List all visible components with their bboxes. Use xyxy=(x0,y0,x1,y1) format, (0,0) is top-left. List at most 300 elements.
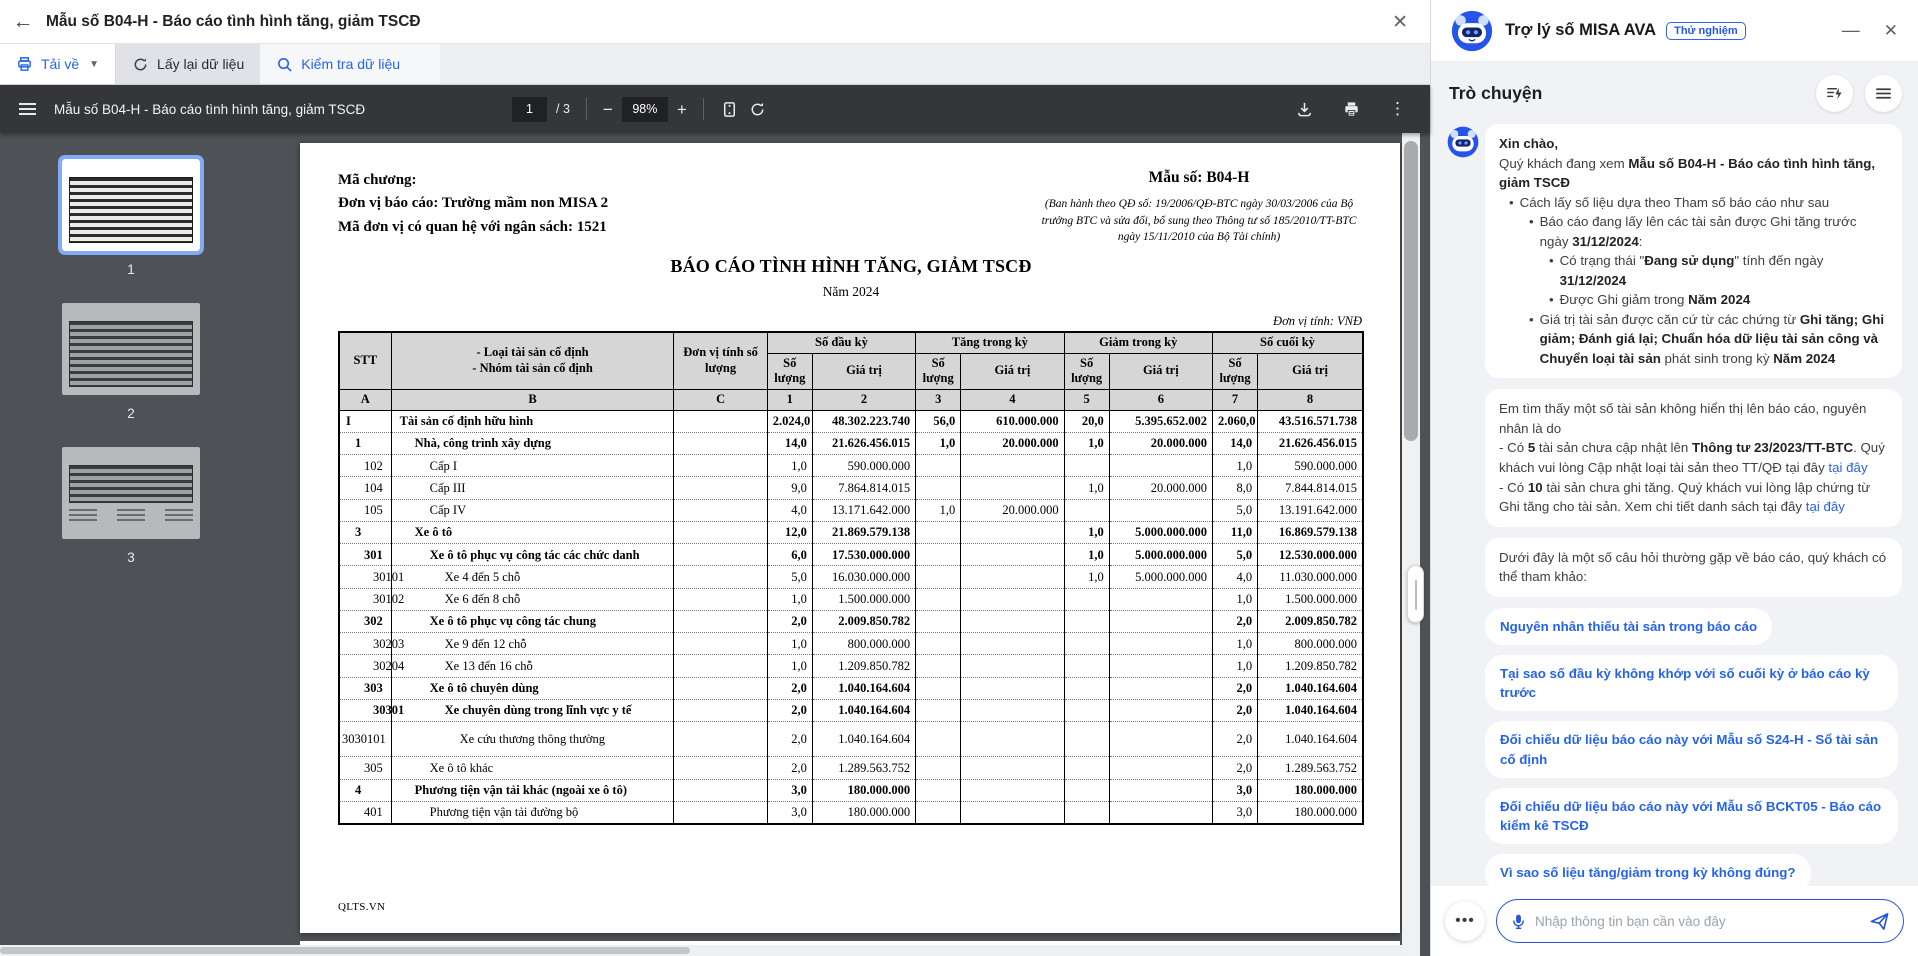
form-number: Mẫu số: B04-H xyxy=(1148,169,1250,186)
cell-unit xyxy=(674,521,767,543)
cell-value: 2.009.850.782 xyxy=(812,610,915,632)
thumbnail-rail xyxy=(0,133,262,956)
cell-unit xyxy=(674,677,767,699)
thumbnail-page-number: 3 xyxy=(127,550,135,565)
table-row xyxy=(339,588,1363,610)
table-row xyxy=(339,699,1363,721)
cell-value: 14,0 xyxy=(1212,432,1257,454)
cell-value xyxy=(916,477,961,499)
table-row xyxy=(339,499,1363,521)
download-icon[interactable] xyxy=(1295,100,1314,119)
cell-stt: 3 xyxy=(339,521,391,543)
header-quantity: Số lượng xyxy=(1064,353,1109,389)
cell-asset-name: Xe cứu thương thông thường xyxy=(391,722,674,757)
cell-value: 14,0 xyxy=(767,432,812,454)
cell-value: 56,0 xyxy=(916,410,961,432)
cell-unit xyxy=(674,757,767,779)
cell-value xyxy=(916,677,961,699)
cell-value: 1,0 xyxy=(916,499,961,521)
cell-value: 1,0 xyxy=(767,655,812,677)
cell-asset-name: Phương tiện vận tải khác (ngoài xe ô tô) xyxy=(391,779,674,801)
divider xyxy=(586,98,587,120)
cell-unit xyxy=(674,455,767,477)
cell-value xyxy=(1109,610,1212,632)
cell-value xyxy=(961,544,1064,566)
table-row xyxy=(339,432,1363,454)
cell-asset-name: Cấp I xyxy=(391,455,674,477)
cell-value xyxy=(916,544,961,566)
message-line: Em tìm thấy một số tài sản không hiển thị lên báo cáo, nguyên nhân là do xyxy=(1499,401,1867,436)
cell-value: 180.000.000 xyxy=(1258,801,1363,824)
header-value: Giá trị xyxy=(812,353,915,389)
cell-value: 1,0 xyxy=(1212,655,1257,677)
cell-value: 2.060,0 xyxy=(1212,410,1257,432)
header-group: Số đầu kỳ xyxy=(767,332,915,353)
more-options-icon[interactable]: ⋮ xyxy=(1389,99,1406,118)
divider xyxy=(703,98,704,120)
cell-value: 20.000.000 xyxy=(961,432,1064,454)
message-line: Quý khách đang xem Mẫu số B04-H - Báo cáo tình hình tăng, giảm TSCĐ xyxy=(1499,155,1876,191)
cell-value: 2,0 xyxy=(1212,677,1257,699)
chat-message xyxy=(1485,389,1902,526)
header-value: Giá trị xyxy=(961,353,1064,389)
cell-value: 20.000.000 xyxy=(1109,477,1212,499)
cell-value xyxy=(961,477,1064,499)
thumbnail-page-image xyxy=(62,303,200,395)
table-row xyxy=(339,757,1363,779)
thumbnail-signatures xyxy=(69,509,193,523)
cell-value: 2,0 xyxy=(767,757,812,779)
chat-message xyxy=(1485,538,1902,597)
cell-value xyxy=(1064,677,1109,699)
pdf-toolbar xyxy=(0,85,1430,133)
cell-value xyxy=(961,633,1064,655)
thumbnail-table xyxy=(69,465,193,503)
refresh-label: Lấy lại dữ liệu xyxy=(157,56,245,72)
cell-value: 43.516.571.738 xyxy=(1258,410,1363,432)
cell-unit xyxy=(674,699,767,721)
rotate-icon[interactable] xyxy=(748,100,767,119)
cell-unit xyxy=(674,544,767,566)
cell-value: 11,0 xyxy=(1212,521,1257,543)
cell-value: 590.000.000 xyxy=(812,455,915,477)
assistant-header xyxy=(1431,0,1918,62)
check-data-button[interactable] xyxy=(260,44,440,84)
download-button[interactable] xyxy=(0,44,116,84)
chat-message xyxy=(1447,124,1902,378)
cell-value xyxy=(916,722,961,757)
chat-section-title: Trò chuyện xyxy=(1449,83,1543,103)
cell-stt: 401 xyxy=(339,801,391,824)
cell-asset-name: Xe ô tô chuyên dùng xyxy=(391,677,674,699)
panel-resize-handle[interactable] xyxy=(1407,565,1424,623)
page-number-input[interactable]: 1 xyxy=(512,97,547,122)
cell-value: 1,0 xyxy=(1064,544,1109,566)
cell-value xyxy=(1109,779,1212,801)
cell-value xyxy=(961,610,1064,632)
pdf-viewer-area xyxy=(0,133,1430,956)
window-titlebar xyxy=(0,0,1430,44)
zoom-in-button[interactable]: + xyxy=(676,99,687,119)
ma-don-vi: Mã đơn vị có quan hệ với ngân sách: 1521 xyxy=(338,218,607,235)
suggested-question-chip[interactable]: Nguyên nhân thiếu tài sản trong báo cáo xyxy=(1485,608,1772,645)
cell-value: 21.869.579.138 xyxy=(812,521,915,543)
table-row xyxy=(339,655,1363,677)
cell-value xyxy=(961,455,1064,477)
thumbnail-preview xyxy=(69,309,193,389)
suggested-question-chip[interactable]: Đối chiếu dữ liệu báo cáo này với Mẫu số BCKT05 - Báo cáo kiểm kê TSCĐ xyxy=(1485,788,1898,845)
cell-value: 4,0 xyxy=(767,499,812,521)
cell-stt: 3030101 xyxy=(339,722,391,757)
table-row xyxy=(339,633,1363,655)
header-letter: 8 xyxy=(1258,389,1363,410)
cell-unit xyxy=(674,610,767,632)
table-row xyxy=(339,779,1363,801)
cell-stt: 105 xyxy=(339,499,391,521)
chat-menu-icon[interactable] xyxy=(1865,75,1902,112)
assistant-panel xyxy=(1430,0,1918,956)
cell-stt: 30101 xyxy=(339,566,391,588)
cell-asset-name: Xe 9 đến 12 chỗ xyxy=(391,633,674,655)
cell-value xyxy=(916,588,961,610)
cell-value: 1.209.850.782 xyxy=(812,655,915,677)
window-close-icon[interactable]: ✕ xyxy=(1392,12,1408,33)
back-arrow-icon[interactable]: ← xyxy=(12,9,34,33)
header-group: Tăng trong kỳ xyxy=(916,332,1064,353)
cell-value: 3,0 xyxy=(1212,801,1257,824)
header-letter: A xyxy=(339,389,391,410)
refresh-data-button[interactable] xyxy=(116,44,260,84)
cell-value: 1,0 xyxy=(767,455,812,477)
thumbnail-table xyxy=(69,321,193,387)
cell-value: 1,0 xyxy=(767,633,812,655)
beta-badge: Thử nghiệm xyxy=(1666,22,1746,40)
cell-value: 20.000.000 xyxy=(1109,432,1212,454)
cell-stt: 303 xyxy=(339,677,391,699)
header-asset-type: - Loại tài sản cố định - Nhóm tài sản cố định xyxy=(391,332,674,389)
more-actions-button[interactable]: ••• xyxy=(1445,901,1485,941)
cell-unit xyxy=(674,801,767,824)
inline-link[interactable]: tại đây xyxy=(1805,499,1845,515)
vertical-scrollbar[interactable] xyxy=(1402,133,1420,956)
cell-value: 5.000.000.000 xyxy=(1109,566,1212,588)
check-label: Kiểm tra dữ liệu xyxy=(301,56,401,72)
cell-value: 610.000.000 xyxy=(961,410,1064,432)
header-letter: 2 xyxy=(812,389,915,410)
cell-stt: 30102 xyxy=(339,588,391,610)
cell-value: 1.040.164.604 xyxy=(812,699,915,721)
header-group: Số cuối kỳ xyxy=(1212,332,1363,353)
cell-value: 17.530.000.000 xyxy=(812,544,915,566)
thumbnail-preview xyxy=(69,165,193,245)
cell-value: 180.000.000 xyxy=(812,801,915,824)
cell-value: 1,0 xyxy=(1212,633,1257,655)
header-letter: 5 xyxy=(1064,389,1109,410)
cell-value xyxy=(1064,779,1109,801)
cell-value: 1,0 xyxy=(1212,588,1257,610)
table-row xyxy=(339,455,1363,477)
horizontal-scrollbar[interactable] xyxy=(0,945,1402,956)
cell-value xyxy=(916,455,961,477)
cell-value: 1.040.164.604 xyxy=(812,722,915,757)
cell-unit xyxy=(674,477,767,499)
cell-value: 2,0 xyxy=(1212,722,1257,757)
cell-value: 1,0 xyxy=(1064,477,1109,499)
document-page xyxy=(300,143,1400,933)
search-icon xyxy=(276,56,293,73)
refresh-icon xyxy=(132,56,149,73)
cell-stt: 30204 xyxy=(339,655,391,677)
cell-value: 1,0 xyxy=(1064,566,1109,588)
cell-asset-name: Xe 6 đến 8 chỗ xyxy=(391,588,674,610)
don-vi-bao-cao: Đơn vị báo cáo: Trường mầm non MISA 2 xyxy=(338,195,609,212)
cell-unit xyxy=(674,633,767,655)
table-row xyxy=(339,477,1363,499)
cell-value: 1,0 xyxy=(1212,455,1257,477)
menu-icon[interactable] xyxy=(0,103,54,115)
download-label: Tải về xyxy=(41,56,80,72)
cell-value xyxy=(916,633,961,655)
pdf-action-icons xyxy=(1295,85,1406,133)
send-icon[interactable] xyxy=(1869,911,1890,932)
cell-stt: I xyxy=(339,410,391,432)
cell-unit xyxy=(674,655,767,677)
cell-value: 21.626.456.015 xyxy=(1258,432,1363,454)
message-line: • Cách lấy số liệu dựa theo Tham số báo cáo như sau xyxy=(1509,194,1830,210)
inline-link[interactable]: tại đây xyxy=(1828,459,1868,475)
cell-value: 1.040.164.604 xyxy=(1258,677,1363,699)
page-thumbnail[interactable] xyxy=(0,159,262,277)
table-row xyxy=(339,544,1363,566)
thumbnail-page-number: 1 xyxy=(127,262,135,277)
cell-value: 800.000.000 xyxy=(1258,633,1363,655)
table-row xyxy=(339,677,1363,699)
cell-value xyxy=(1064,757,1109,779)
cell-asset-name: Xe ô tô khác xyxy=(391,757,674,779)
chevron-down-icon[interactable]: ▼ xyxy=(89,58,100,70)
header-quantity: Số lượng xyxy=(1212,353,1257,389)
message-line: • Giá trị tài sản được căn cứ từ các chứng từ Ghi tăng; Ghi giảm; Đánh giá lại; Chuẩn hóa dữ liệu tài sản công và Chuyển loại tài sản phát sinh trong kỳ Năm 2024 xyxy=(1529,311,1885,366)
cell-value xyxy=(916,757,961,779)
thumbnail-page-image xyxy=(62,159,200,251)
window-title: Mẫu số B04-H - Báo cáo tình hình tăng, giảm TSCĐ xyxy=(46,12,421,30)
cell-value xyxy=(916,566,961,588)
cell-value: 2.024,0 xyxy=(767,410,812,432)
cell-value: 5,0 xyxy=(767,566,812,588)
header-stt: STT xyxy=(339,332,391,389)
header-unit: Đơn vị tính số lượng xyxy=(674,332,767,389)
cell-value: 2,0 xyxy=(1212,610,1257,632)
cell-value: 1,0 xyxy=(916,432,961,454)
cell-value: 2.009.850.782 xyxy=(1258,610,1363,632)
cell-value xyxy=(1109,757,1212,779)
cell-value: 1.289.563.752 xyxy=(1258,757,1363,779)
header-letter: 7 xyxy=(1212,389,1257,410)
cell-stt: 302 xyxy=(339,610,391,632)
table-row xyxy=(339,410,1363,432)
cell-value: 1.289.563.752 xyxy=(812,757,915,779)
cell-value xyxy=(1064,722,1109,757)
cell-value: 20.000.000 xyxy=(961,499,1064,521)
cell-value: 2,0 xyxy=(767,722,812,757)
asset-report-table xyxy=(338,331,1364,825)
page-thumbnail[interactable] xyxy=(0,303,262,421)
signature-block xyxy=(165,509,193,523)
message-input-pill xyxy=(1496,899,1904,943)
ma-chuong: Mã chương: xyxy=(338,172,417,188)
cell-value: 1.040.164.604 xyxy=(1258,722,1363,757)
cell-value xyxy=(961,757,1064,779)
thumbnail-page-image xyxy=(62,447,200,539)
header-letter: 3 xyxy=(916,389,961,410)
chat-message-list xyxy=(1431,120,1918,886)
cell-value: 7.864.814.015 xyxy=(812,477,915,499)
cell-value xyxy=(1064,633,1109,655)
cell-value: 5,0 xyxy=(1212,544,1257,566)
cell-value: 3,0 xyxy=(767,779,812,801)
cell-asset-name: Cấp III xyxy=(391,477,674,499)
cell-value: 2,0 xyxy=(1212,757,1257,779)
print-icon[interactable] xyxy=(1342,100,1361,119)
chat-input-bar xyxy=(1431,886,1918,956)
cell-asset-name: Xe 13 đến 16 chỗ xyxy=(391,655,674,677)
page-total: / 3 xyxy=(556,102,570,116)
cell-value: 1.040.164.604 xyxy=(1258,699,1363,721)
cell-value xyxy=(1109,801,1212,824)
cell-value xyxy=(1109,699,1212,721)
minimize-icon[interactable]: — xyxy=(1841,20,1860,40)
header-quantity: Số lượng xyxy=(916,353,961,389)
header-quantity: Số lượng xyxy=(767,353,812,389)
thumbnail-preview xyxy=(69,453,193,533)
assistant-avatar-icon xyxy=(1447,126,1479,158)
cell-value: 800.000.000 xyxy=(812,633,915,655)
cell-unit xyxy=(674,779,767,801)
microphone-icon[interactable] xyxy=(1510,913,1527,930)
cell-value: 1,0 xyxy=(1064,521,1109,543)
fit-page-icon[interactable] xyxy=(720,100,739,119)
header-value: Giá trị xyxy=(1258,353,1363,389)
cell-value: 3,0 xyxy=(1212,779,1257,801)
cell-value xyxy=(961,677,1064,699)
table-row xyxy=(339,521,1363,543)
new-chat-icon[interactable] xyxy=(1816,75,1853,112)
cell-asset-name: Phương tiện vận tải đường bộ xyxy=(391,801,674,824)
close-icon[interactable]: ✕ xyxy=(1883,20,1898,40)
message-line: - Có 5 tài sản chưa cập nhật lên Thông tư 23/2023/TT-BTC. Quý khách vui lòng Cập nhật loại tài sản theo TT/QĐ tại đây tại đây xyxy=(1499,440,1885,475)
cell-asset-name: Nhà, công trình xây dựng xyxy=(391,432,674,454)
table-row xyxy=(339,566,1363,588)
cell-value xyxy=(961,566,1064,588)
report-year: Năm 2024 xyxy=(822,284,880,300)
cell-value xyxy=(1064,655,1109,677)
cell-value: 2,0 xyxy=(767,677,812,699)
header-letter: B xyxy=(391,389,674,410)
cell-value: 1.500.000.000 xyxy=(1258,588,1363,610)
report-form-block xyxy=(1034,169,1364,246)
cell-value xyxy=(916,610,961,632)
thumbnail-head xyxy=(69,165,193,177)
cell-asset-name: Tài sản cố định hữu hình xyxy=(391,410,674,432)
cell-value xyxy=(916,655,961,677)
message-input[interactable] xyxy=(1535,914,1861,929)
cell-value xyxy=(961,779,1064,801)
cell-stt: 104 xyxy=(339,477,391,499)
table-row xyxy=(339,722,1363,757)
suggested-question-chip[interactable]: Đối chiếu dữ liệu báo cáo này với Mẫu số S24-H - Sổ tài sản cố định xyxy=(1485,721,1898,778)
header-group: Giảm trong kỳ xyxy=(1064,332,1212,353)
cell-value: 16.869.579.138 xyxy=(1258,521,1363,543)
cell-stt: 102 xyxy=(339,455,391,477)
header-value: Giá trị xyxy=(1109,353,1212,389)
report-toolbar xyxy=(0,44,1430,85)
printer-icon xyxy=(16,56,33,73)
cell-value: 1.500.000.000 xyxy=(812,588,915,610)
cell-value: 3,0 xyxy=(767,801,812,824)
message-bubble xyxy=(1485,538,1902,597)
cell-value xyxy=(916,521,961,543)
cell-value: 8,0 xyxy=(1212,477,1257,499)
cell-value xyxy=(1109,722,1212,757)
cell-value: 5.000.000.000 xyxy=(1109,521,1212,543)
cell-value: 20,0 xyxy=(1064,410,1109,432)
cell-value: 2,0 xyxy=(767,610,812,632)
cell-stt: 30203 xyxy=(339,633,391,655)
cell-unit xyxy=(674,410,767,432)
cell-value: 9,0 xyxy=(767,477,812,499)
cell-value: 590.000.000 xyxy=(1258,455,1363,477)
report-org-block xyxy=(338,169,608,246)
assistant-title: Trợ lý số MISA AVA xyxy=(1505,21,1657,39)
cell-value: 48.302.223.740 xyxy=(812,410,915,432)
cell-value: 180.000.000 xyxy=(1258,779,1363,801)
cell-asset-name: Xe ô tô phục vụ công tác chung xyxy=(391,610,674,632)
cell-stt: 301 xyxy=(339,544,391,566)
cell-unit xyxy=(674,588,767,610)
cell-value xyxy=(1064,610,1109,632)
zoom-level[interactable]: 98% xyxy=(622,97,668,122)
message-bubble xyxy=(1485,389,1902,526)
cell-asset-name: Cấp IV xyxy=(391,499,674,521)
assistant-avatar-icon xyxy=(1451,10,1493,52)
message-line: • Báo cáo đang lấy lên các tài sản được Ghi tăng trước ngày 31/12/2024: xyxy=(1529,214,1857,249)
cell-unit xyxy=(674,566,767,588)
zoom-out-button[interactable]: − xyxy=(602,99,613,119)
cell-asset-name: Xe 4 đến 5 chỗ xyxy=(391,566,674,588)
report-title: BÁO CÁO TÌNH HÌNH TĂNG, GIẢM TSCĐ xyxy=(670,256,1032,277)
page-footer: QLTS.VN xyxy=(338,901,386,913)
suggested-question-chip[interactable]: Tại sao số đầu kỳ không khớp với số cuối kỳ ở báo cáo kỳ trước xyxy=(1485,655,1898,712)
cell-value xyxy=(1064,455,1109,477)
table-row xyxy=(339,801,1363,824)
cell-value xyxy=(961,588,1064,610)
message-line: Dưới đây là một số câu hỏi thường gặp về báo cáo, quý khách có thể tham khảo: xyxy=(1499,549,1887,585)
cell-value: 13.191.642.000 xyxy=(1258,499,1363,521)
cell-value: 12.530.000.000 xyxy=(1258,544,1363,566)
header-letter: 4 xyxy=(961,389,1064,410)
cell-value xyxy=(1064,588,1109,610)
page-thumbnail[interactable] xyxy=(0,447,262,565)
suggested-question-chip[interactable]: Vì sao số liệu tăng/giảm trong kỳ không đúng? xyxy=(1485,854,1811,886)
cell-value xyxy=(961,801,1064,824)
pdf-page-zoom-controls xyxy=(512,85,767,133)
cell-value: 2,0 xyxy=(767,699,812,721)
cell-stt: 30301 xyxy=(339,699,391,721)
cell-asset-name: Xe ô tô xyxy=(391,521,674,543)
cell-value xyxy=(916,779,961,801)
cell-value: 1.209.850.782 xyxy=(1258,655,1363,677)
cell-value xyxy=(1064,499,1109,521)
